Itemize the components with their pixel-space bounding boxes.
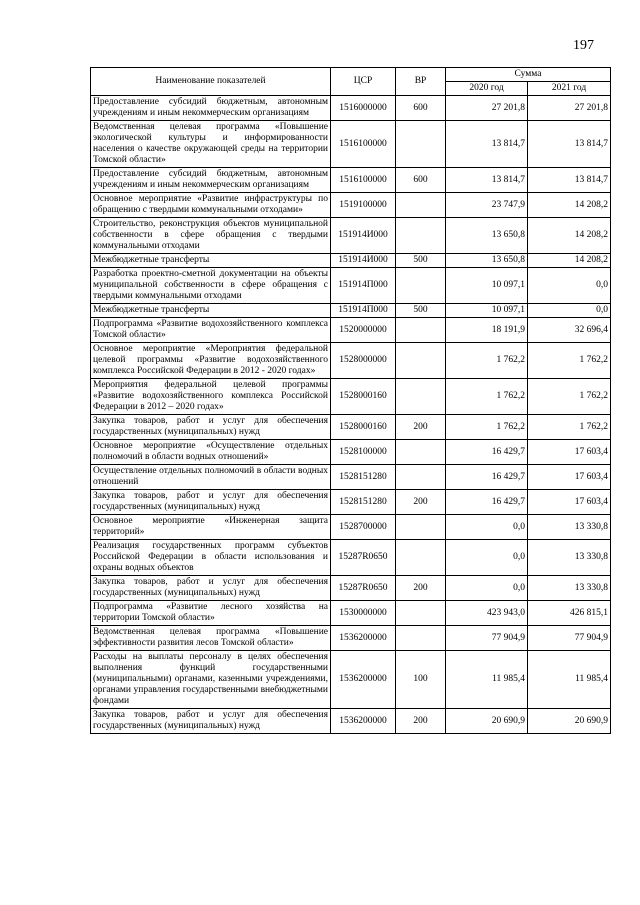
row-csr: 1528000160 [331, 415, 396, 440]
row-sum-2020: 423 943,0 [446, 601, 528, 626]
row-vr [396, 193, 446, 218]
row-sum-2020: 13 650,8 [446, 254, 528, 268]
row-name: Подпрограмма «Развитие лесного хозяйства на территории Томской области» [91, 601, 331, 626]
row-name: Строительство, реконструкция объектов муниципальной собственности в сфере обращения с твердыми коммунальными отходами [91, 218, 331, 254]
row-vr: 500 [396, 304, 446, 318]
table-row [91, 576, 611, 601]
row-sum-2020: 0,0 [446, 515, 528, 540]
row-sum-2021: 13 814,7 [528, 121, 611, 168]
row-sum-2020: 27 201,8 [446, 96, 528, 121]
table-row [91, 168, 611, 193]
row-sum-2021: 17 603,4 [528, 440, 611, 465]
row-sum-2021: 14 208,2 [528, 254, 611, 268]
row-vr: 600 [396, 96, 446, 121]
row-csr: 151914И000 [331, 218, 396, 254]
row-csr: 1536200000 [331, 651, 396, 709]
table-row [91, 490, 611, 515]
header-year-2020: 2020 год [446, 82, 528, 96]
row-sum-2020: 16 429,7 [446, 465, 528, 490]
row-name: Ведомственная целевая программа «Повышение экологической культуры и информированности населения о качестве окружающей среды на территории Томской области» [91, 121, 331, 168]
row-vr [396, 218, 446, 254]
row-csr: 151914П000 [331, 268, 396, 304]
row-sum-2020: 1 762,2 [446, 415, 528, 440]
row-vr: 200 [396, 415, 446, 440]
row-sum-2021: 17 603,4 [528, 465, 611, 490]
row-name: Мероприятия федеральной целевой программы «Развитие водохозяйственного комплекса Российской Федерации в 2012 – 2020 годах» [91, 379, 331, 415]
row-vr [396, 343, 446, 379]
row-vr: 200 [396, 576, 446, 601]
row-sum-2021: 14 208,2 [528, 218, 611, 254]
row-csr: 1528000160 [331, 379, 396, 415]
row-sum-2021: 0,0 [528, 268, 611, 304]
row-name: Основное мероприятие «Мероприятия федеральной целевой программы «Развитие водохозяйственного комплекса Российской Федерации в 2012 - 2020 годах» [91, 343, 331, 379]
row-vr: 200 [396, 709, 446, 734]
row-csr: 1528700000 [331, 515, 396, 540]
row-csr: 151914И000 [331, 254, 396, 268]
table-row [91, 318, 611, 343]
row-vr: 100 [396, 651, 446, 709]
row-sum-2021: 17 603,4 [528, 490, 611, 515]
row-name: Осуществление отдельных полномочий в области водных отношений [91, 465, 331, 490]
table-row [91, 415, 611, 440]
row-name: Основное мероприятие «Развитие инфраструктуры по обращению с твердыми коммунальными отходами» [91, 193, 331, 218]
table-row [91, 601, 611, 626]
row-csr: 1528000000 [331, 343, 396, 379]
row-csr: 1528100000 [331, 440, 396, 465]
row-csr: 1528151280 [331, 465, 396, 490]
row-sum-2020: 11 985,4 [446, 651, 528, 709]
row-sum-2020: 10 097,1 [446, 304, 528, 318]
row-sum-2021: 32 696,4 [528, 318, 611, 343]
row-sum-2021: 0,0 [528, 304, 611, 318]
row-sum-2021: 1 762,2 [528, 343, 611, 379]
row-sum-2020: 20 690,9 [446, 709, 528, 734]
row-vr [396, 601, 446, 626]
table-row [91, 193, 611, 218]
row-name: Закупка товаров, работ и услуг для обеспечения государственных (муниципальных) нужд [91, 415, 331, 440]
header-name: Наименование показателей [91, 68, 331, 96]
row-name: Закупка товаров, работ и услуг для обеспечения государственных (муниципальных) нужд [91, 576, 331, 601]
row-sum-2020: 18 191,9 [446, 318, 528, 343]
table-row [91, 379, 611, 415]
row-vr [396, 318, 446, 343]
table-row [91, 626, 611, 651]
row-sum-2020: 13 814,7 [446, 121, 528, 168]
row-csr: 15287R0650 [331, 540, 396, 576]
row-name: Разработка проектно-сметной документации на объекты муниципальной собственности в сфере обращения с твердыми коммунальными отходами [91, 268, 331, 304]
row-csr: 1536200000 [331, 709, 396, 734]
row-name: Реализация государственных программ субъектов Российской Федерации в области использования и охраны водных объектов [91, 540, 331, 576]
table-row [91, 465, 611, 490]
table-row [91, 268, 611, 304]
row-sum-2020: 13 650,8 [446, 218, 528, 254]
row-csr: 1536200000 [331, 626, 396, 651]
row-sum-2020: 1 762,2 [446, 343, 528, 379]
row-sum-2021: 13 814,7 [528, 168, 611, 193]
row-vr [396, 465, 446, 490]
row-vr [396, 440, 446, 465]
row-sum-2021: 11 985,4 [528, 651, 611, 709]
row-csr: 15287R0650 [331, 576, 396, 601]
row-sum-2020: 10 097,1 [446, 268, 528, 304]
row-sum-2021: 13 330,8 [528, 540, 611, 576]
header-vr: ВР [396, 68, 446, 96]
row-sum-2021: 426 815,1 [528, 601, 611, 626]
page-number: 197 [573, 38, 594, 53]
row-sum-2020: 13 814,7 [446, 168, 528, 193]
row-name: Предоставление субсидий бюджетным, автономным учреждениям и иным некоммерческим организациям [91, 168, 331, 193]
table-row [91, 218, 611, 254]
row-csr: 1516100000 [331, 121, 396, 168]
row-sum-2020: 0,0 [446, 540, 528, 576]
row-sum-2020: 23 747,9 [446, 193, 528, 218]
row-name: Закупка товаров, работ и услуг для обеспечения государственных (муниципальных) нужд [91, 490, 331, 515]
table-row [91, 709, 611, 734]
budget-table [90, 67, 611, 734]
table-row [91, 343, 611, 379]
row-sum-2021: 20 690,9 [528, 709, 611, 734]
header-sum: Сумма [446, 68, 611, 82]
table-row [91, 254, 611, 268]
row-name: Расходы на выплаты персоналу в целях обеспечения выполнения функций государственными (муниципальными) органами, казенными учреждениями, органами управления государственными внебюджетными фондами [91, 651, 331, 709]
row-vr: 200 [396, 490, 446, 515]
row-vr [396, 268, 446, 304]
table-row [91, 121, 611, 168]
row-vr [396, 540, 446, 576]
table-row [91, 96, 611, 121]
row-vr [396, 121, 446, 168]
row-name: Основное мероприятие «Инженерная защита территорий» [91, 515, 331, 540]
table-row [91, 515, 611, 540]
row-sum-2021: 1 762,2 [528, 415, 611, 440]
row-name: Предоставление субсидий бюджетным, автономным учреждениям и иным некоммерческим организациям [91, 96, 331, 121]
row-vr [396, 515, 446, 540]
table-row [91, 440, 611, 465]
row-csr: 1520000000 [331, 318, 396, 343]
table-row [91, 651, 611, 709]
row-csr: 1516000000 [331, 96, 396, 121]
table-row [91, 304, 611, 318]
row-sum-2020: 16 429,7 [446, 490, 528, 515]
row-csr: 1519100000 [331, 193, 396, 218]
row-vr [396, 379, 446, 415]
row-vr: 600 [396, 168, 446, 193]
row-sum-2021: 13 330,8 [528, 515, 611, 540]
row-name: Межбюджетные трансферты [91, 304, 331, 318]
row-name: Ведомственная целевая программа «Повышение эффективности развития лесов Томской области» [91, 626, 331, 651]
header-row [91, 68, 611, 82]
row-vr [396, 626, 446, 651]
row-sum-2020: 1 762,2 [446, 379, 528, 415]
row-csr: 151914П000 [331, 304, 396, 318]
row-sum-2020: 0,0 [446, 576, 528, 601]
table-row [91, 540, 611, 576]
row-name: Основное мероприятие «Осуществление отдельных полномочий в области водных отношений» [91, 440, 331, 465]
row-sum-2021: 14 208,2 [528, 193, 611, 218]
row-sum-2021: 27 201,8 [528, 96, 611, 121]
header-csr: ЦСР [331, 68, 396, 96]
row-sum-2021: 13 330,8 [528, 576, 611, 601]
header-year-2021: 2021 год [528, 82, 611, 96]
row-csr: 1528151280 [331, 490, 396, 515]
row-sum-2021: 1 762,2 [528, 379, 611, 415]
row-name: Межбюджетные трансферты [91, 254, 331, 268]
row-name: Закупка товаров, работ и услуг для обеспечения государственных (муниципальных) нужд [91, 709, 331, 734]
row-name: Подпрограмма «Развитие водохозяйственного комплекса Томской области» [91, 318, 331, 343]
row-csr: 1530000000 [331, 601, 396, 626]
row-sum-2020: 77 904,9 [446, 626, 528, 651]
row-sum-2021: 77 904,9 [528, 626, 611, 651]
row-sum-2020: 16 429,7 [446, 440, 528, 465]
row-csr: 1516100000 [331, 168, 396, 193]
row-vr: 500 [396, 254, 446, 268]
